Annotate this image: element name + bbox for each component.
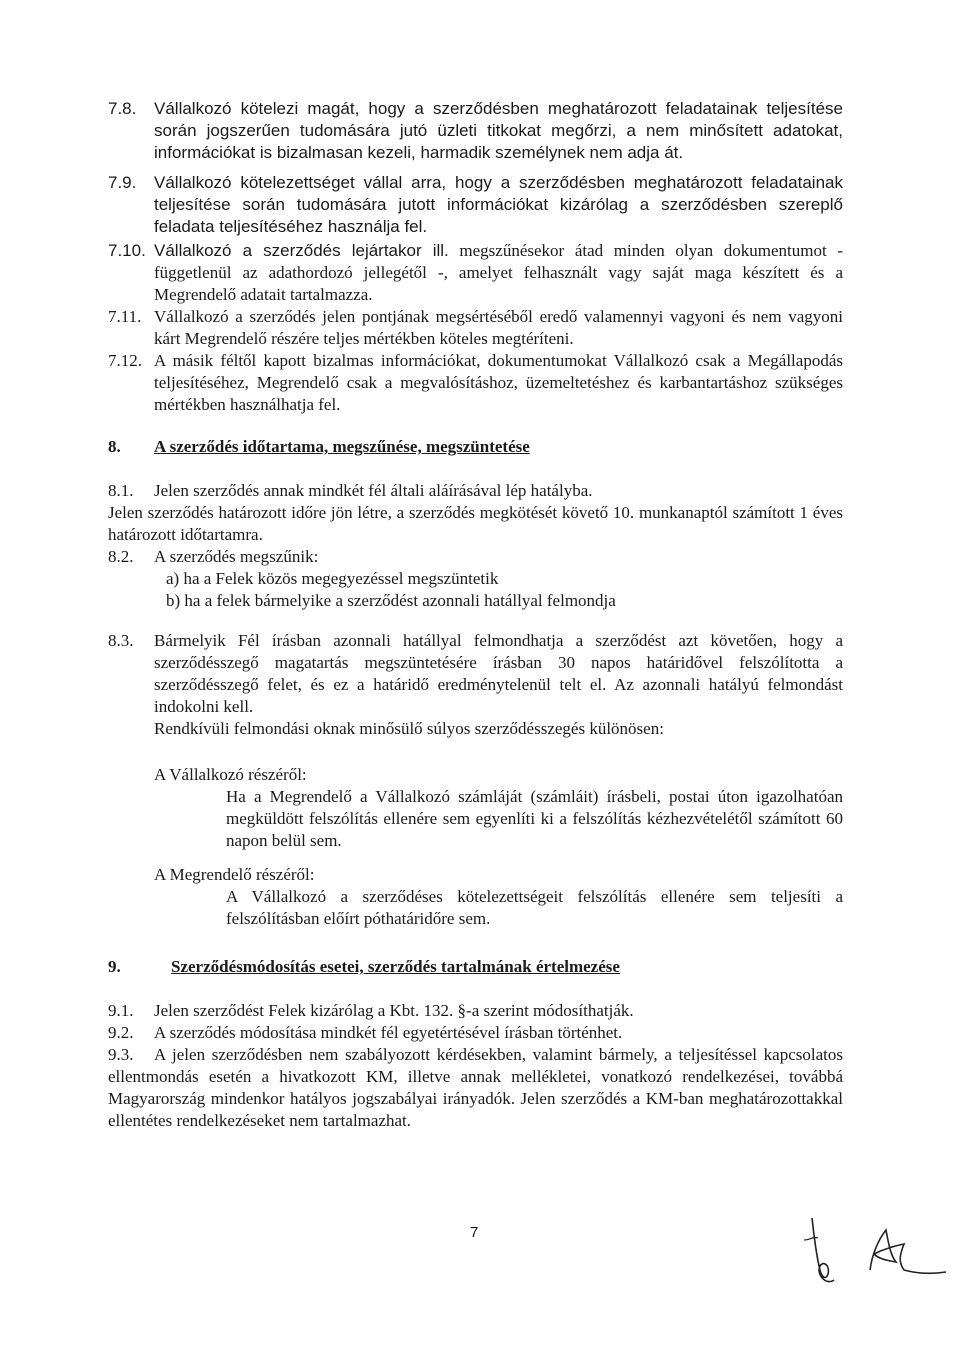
section-8-3 xyxy=(108,630,843,740)
list-item-a: a) ha a Felek közös megegyezéssel megszüntetik xyxy=(166,569,499,588)
section-text: Jelen szerződés határozott időre jön létre, a szerződés megkötését követő 10. munkanaptól számított 1 éves határozott időtartamra. xyxy=(108,503,843,544)
section-7-10 xyxy=(108,240,843,306)
section-7-12 xyxy=(108,350,843,416)
heading-section-8 xyxy=(108,436,530,458)
section-9-2 xyxy=(108,1022,843,1044)
section-number: 8.2. xyxy=(108,547,134,566)
section-7-11 xyxy=(108,306,843,350)
section-text: A másik féltől kapott bizalmas információkat, dokumentumokat Vállalkozó csak a Megállapodás teljesítéséhez, Megrendelő csak a megvalósításhoz, üzemeltetéshez és karbantartáshoz szükséges mértékben használhatja fel. xyxy=(154,351,843,414)
section-number: 7.8. xyxy=(108,99,137,118)
heading-number: 9. xyxy=(108,957,121,976)
section-8-2 xyxy=(108,546,843,612)
section-text: megszűnésekor átad minden olyan dokumentumot - függetlenül az adathordozó jellegétől -, amelyet felhasznált vagy saját maga készített és a Megrendelő adatait tartalmazza. xyxy=(154,241,843,304)
contractor-text: Ha a Megrendelő a Vállalkozó számláját (számláit) írásbeli, postai úton igazolhatóan megküldött felszólítás ellenére sem egyenlíti ki a felszólítás kézhezvételétől számított 60 napon belül sem. xyxy=(226,787,843,850)
section-text: Jelen szerződést Felek kizárólag a Kbt. 132. §-a szerint módosíthatják. xyxy=(154,1001,634,1020)
section-8-1 xyxy=(108,480,843,546)
section-number: 7.12. xyxy=(108,351,142,370)
section-text: A szerződés módosítása mindkét fél egyetértésével írásban történhet. xyxy=(154,1023,623,1042)
heading-number: 8. xyxy=(108,437,121,456)
page-number: 7 xyxy=(470,1224,479,1241)
section-7-8 xyxy=(108,98,843,164)
client-text: A Vállalkozó a szerződéses kötelezettségeit felszólítás ellenére sem teljesíti a felszólításban előírt póthatáridőre sem. xyxy=(226,887,843,928)
section-number: 8.1. xyxy=(108,481,134,500)
section-number: 7.9. xyxy=(108,173,137,192)
section-text: A jelen szerződésben nem szabályozott kérdésekben, valamint bármely, a teljesítéssel kapcsolatos ellentmondás esetén a hivatkozott KM, illetve annak mellékletei, vonatkozó rendelkezései, továbbá Magyarország mindenkor hatályos jogszabályai irányadók. Jelen szerződés a KM-ban meghatározottakkal ellentétes rendelkezéseket nem tartalmazhat. xyxy=(108,1045,843,1130)
section-9-1 xyxy=(108,1000,843,1022)
section-9-3 xyxy=(108,1044,843,1132)
section-line: Jelen szerződés annak mindkét fél általi aláírásával lép hatályba. xyxy=(154,481,593,500)
section-number: 8.3. xyxy=(108,631,134,650)
section-number: 7.11. xyxy=(108,307,142,326)
signature-initials xyxy=(800,1200,950,1295)
contractor-label: A Vállalkozó részéről: xyxy=(154,765,307,784)
section-text: A szerződés megszűnik: xyxy=(154,547,319,566)
heading-title: Szerződésmódosítás esetei, szerződés tartalmának értelmezése xyxy=(171,957,620,976)
section-number: 7.10. xyxy=(108,241,146,260)
section-number: 9.1. xyxy=(108,1001,134,1020)
heading-section-9 xyxy=(108,956,620,978)
section-text: Bármelyik Fél írásban azonnali hatállyal felmondhatja a szerződést azt követően, hogy a szerződésszegő magatartás megszüntetésére írásban 30 napos határidővel felszólította a szerződésszegő felet, és ez a határidő eredménytelenül telt el. Az azonnali hatályú felmondást indokolni kell. xyxy=(154,631,843,716)
list-item-b: b) ha a felek bármelyike a szerződést azonnali hatállyal felmondja xyxy=(166,591,616,610)
section-number: 9.2. xyxy=(108,1023,134,1042)
heading-title: A szerződés időtartama, megszűnése, megszüntetése xyxy=(154,437,530,456)
section-lead: Vállalkozó a szerződés lejártakor ill. xyxy=(154,241,449,260)
section-text: Vállalkozó a szerződés jelen pontjának megsértéséből eredő valamennyi vagyoni és nem vagyoni kárt Megrendelő részére teljes mértékben köteles megtéríteni. xyxy=(154,307,843,348)
section-7-9 xyxy=(108,172,843,238)
section-number: 9.3. xyxy=(108,1045,134,1064)
section-text: Vállalkozó kötelezi magát, hogy a szerződésben meghatározott feladatainak teljesítése során jogszerűen tudomására jutó üzleti titkokat megőrzi, a nem minősített adatokat, információkat is bizalmasan kezeli, harmadik személynek nem adja át. xyxy=(154,99,843,162)
section-extra: Rendkívüli felmondási oknak minősülő súlyos szerződésszegés különösen: xyxy=(154,719,664,738)
section-text: Vállalkozó kötelezettséget vállal arra, hogy a szerződésben meghatározott feladatainak teljesítése során tudomására jutott információkat kizárólag a szerződésben szereplő feladata teljesítéséhez használja fel. xyxy=(154,173,843,236)
client-label: A Megrendelő részéről: xyxy=(154,865,315,884)
